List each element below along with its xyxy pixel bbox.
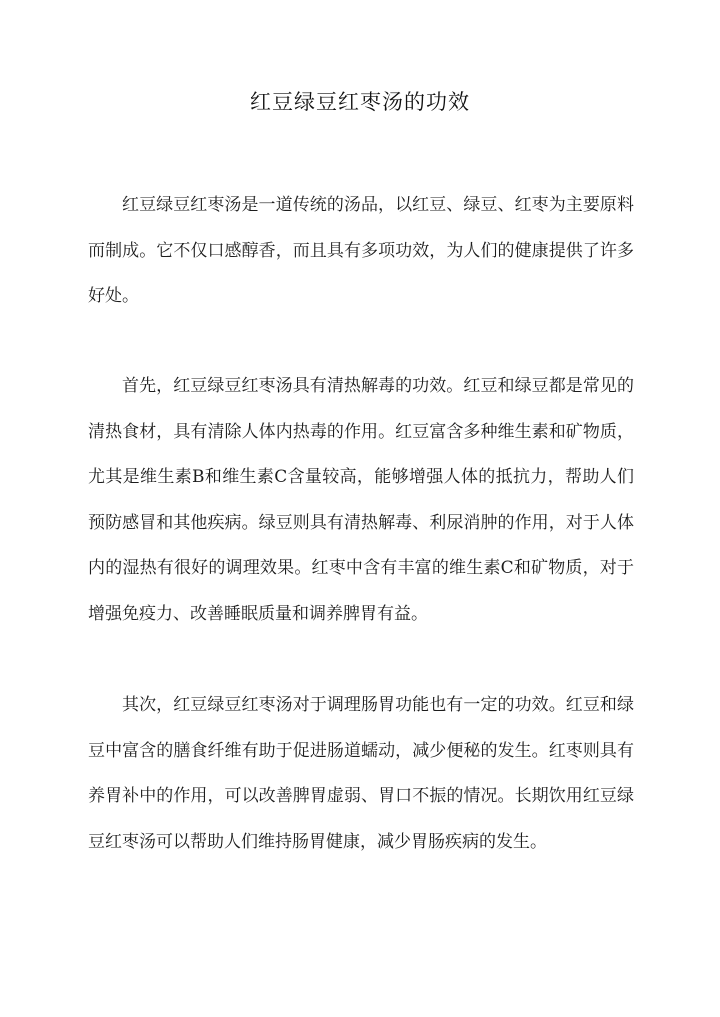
- paragraph-intro: 红豆绿豆红枣汤是一道传统的汤品，以红豆、绿豆、红枣为主要原料而制成。它不仅口感醇香，而且具有多项功效，为人们的健康提供了许多好处。: [88, 195, 634, 306]
- document-title: 红豆绿豆红枣汤的功效: [250, 90, 470, 114]
- paragraph-digestion: 其次，红豆绿豆红枣汤对于调理肠胃功能也有一定的功效。红豆和绿豆中富含的膳食纤维有助于促进肠道蠕动，减少便秘的发生。红枣则具有养胃补中的作用，可以改善脾胃虚弱、胃口不振的情况。长期饮用红豆绿豆红枣汤可以帮助人们维持肠胃健康，减少胃肠疾病的发生。: [88, 695, 634, 852]
- paragraph-detox: 首先，红豆绿豆红枣汤具有清热解毒的功效。红豆和绿豆都是常见的清热食材，具有清除人体内热毒的作用。红豆富含多种维生素和矿物质，尤其是维生素B和维生素C含量较高，能够增强人体的抵抗力，帮助人们预防感冒和其他疾病。绿豆则具有清热解毒、利尿消肿的作用，对于人体内的湿热有很好的调理效果。红枣中含有丰富的维生素C和矿物质，对于增强免疫力、改善睡眠质量和调养脾胃有益。: [88, 376, 634, 624]
